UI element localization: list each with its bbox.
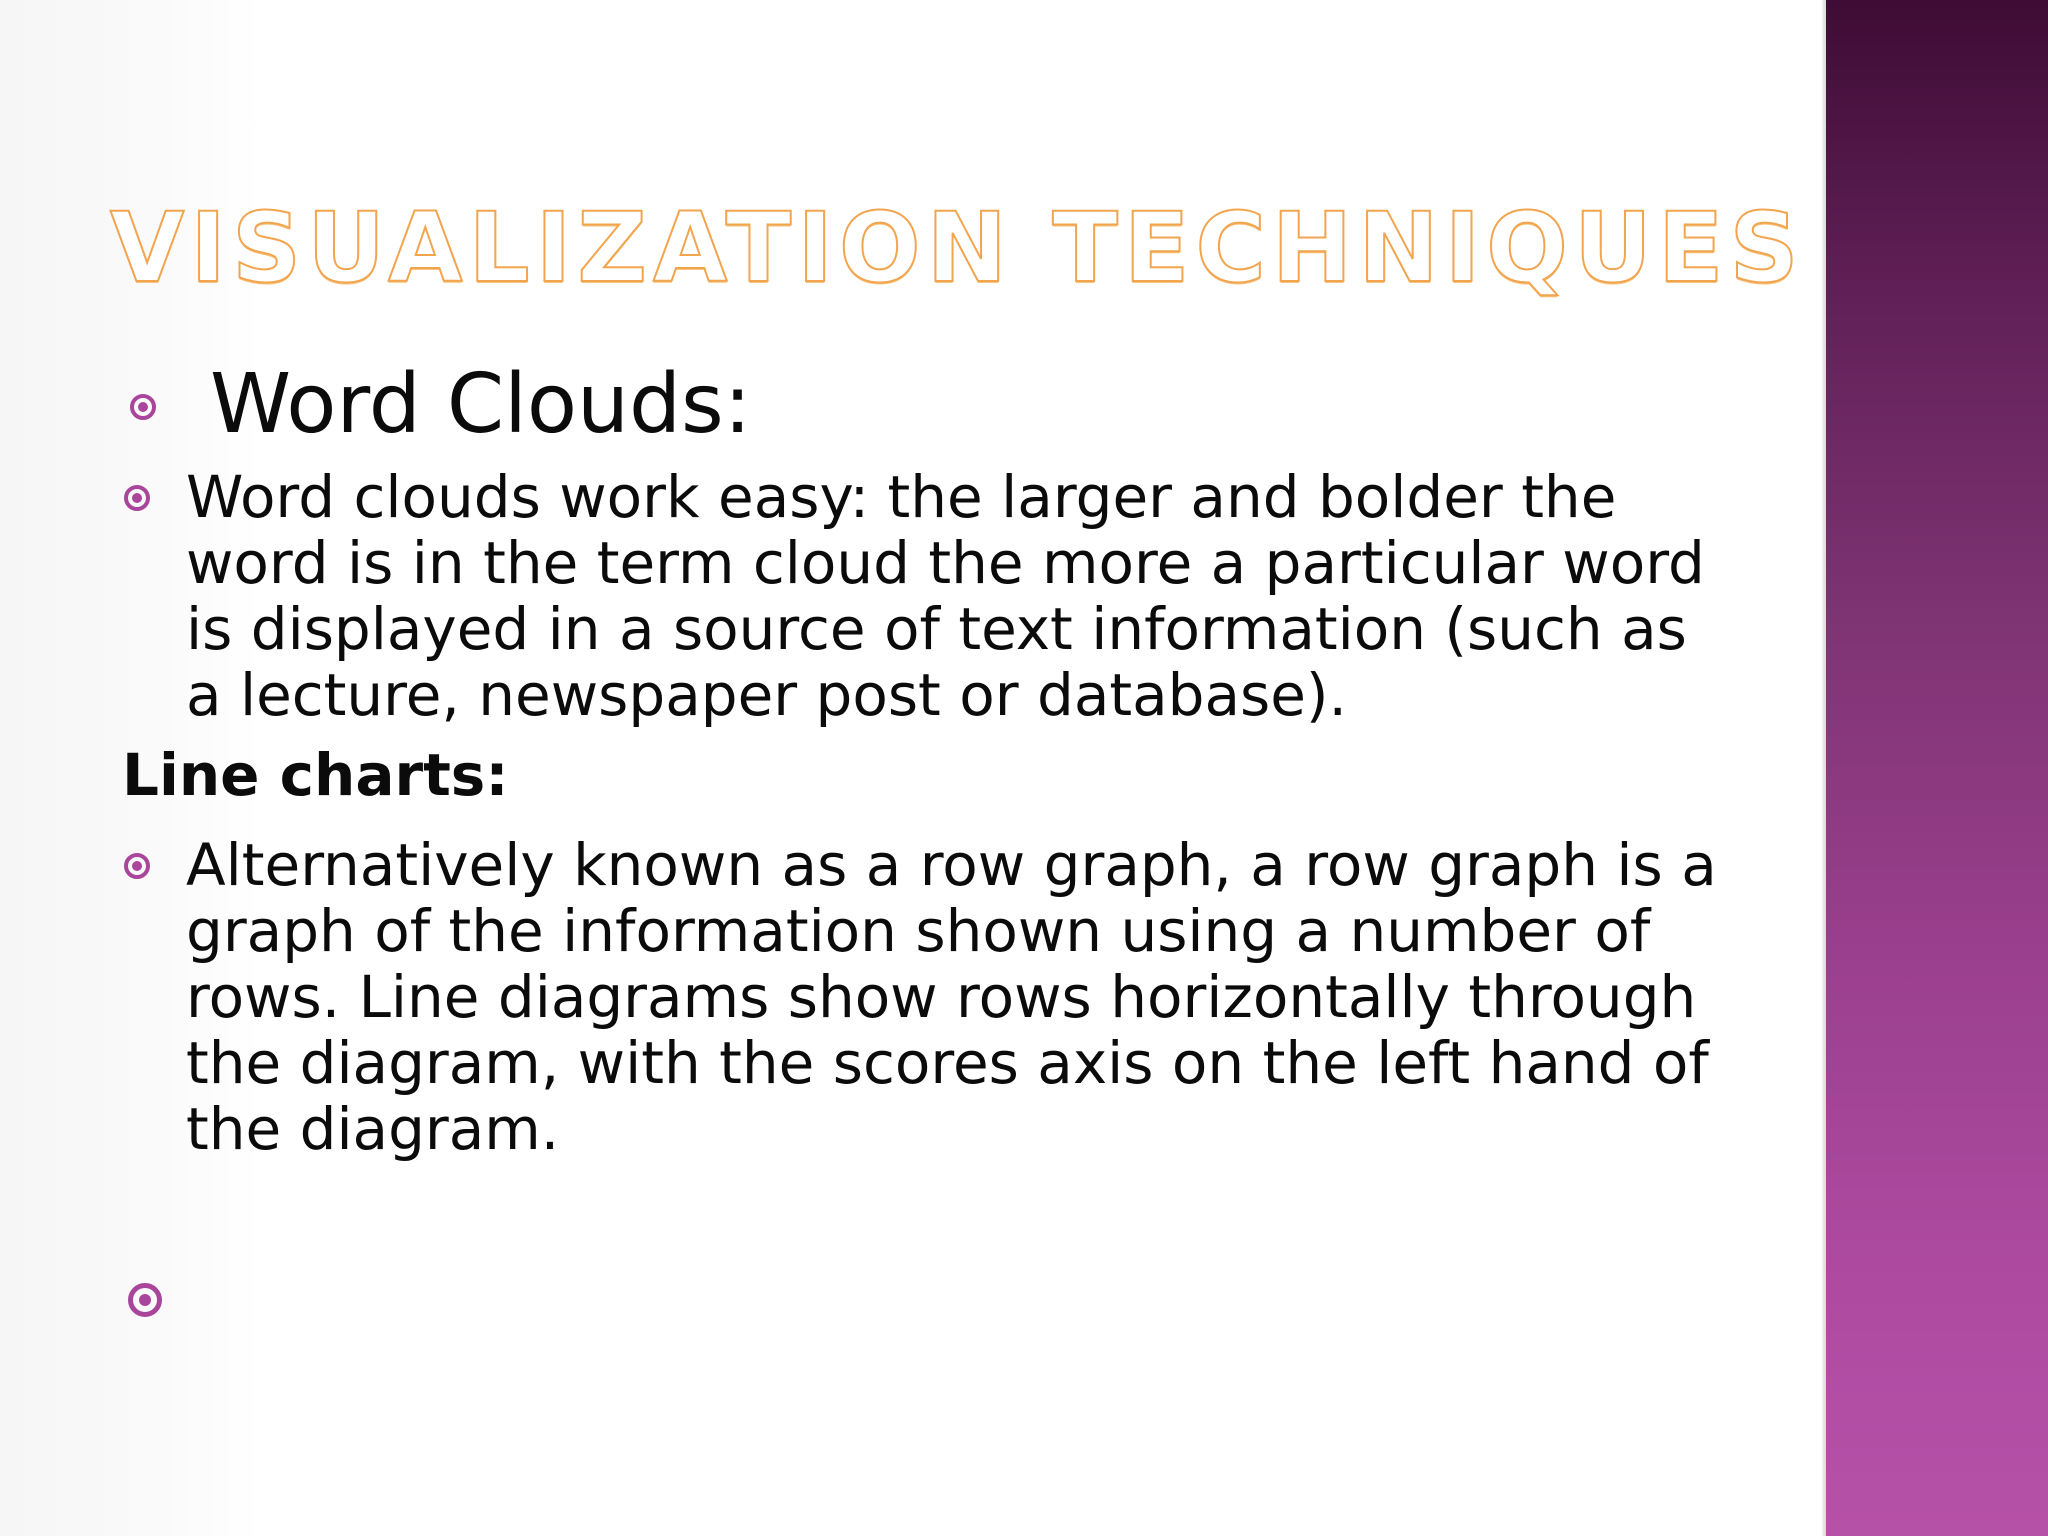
circled-dot-bullet-icon <box>128 1283 162 1317</box>
bullet-word-clouds-heading <box>124 350 1724 460</box>
circled-dot-bullet-icon <box>130 394 156 420</box>
line-charts-subheading: Line charts: <box>122 741 509 809</box>
word-clouds-text: Word clouds work easy: the larger and bolder the word is in the term cloud the more a particular word is displayed in a source of text information (such as a lecture, newspaper post or database). <box>186 463 1705 729</box>
circled-dot-bullet-icon <box>124 485 150 511</box>
decorative-sidebar <box>1826 0 2048 1536</box>
slide-content <box>124 350 1724 1176</box>
slide-title: VISUALIZATION TECHNIQUES <box>110 192 1805 304</box>
bullet-word-clouds-body <box>124 464 1724 728</box>
word-clouds-heading: Word Clouds: <box>210 357 752 452</box>
bullet-line-charts-body <box>124 832 1724 1162</box>
line-charts-text: Alternatively known as a row graph, a row graph is a graph of the information shown using a number of rows. Line diagrams show rows horizontally through the diagram, with the scores axis on the left hand of the diagram. <box>186 831 1717 1163</box>
circled-dot-bullet-icon <box>124 853 150 879</box>
